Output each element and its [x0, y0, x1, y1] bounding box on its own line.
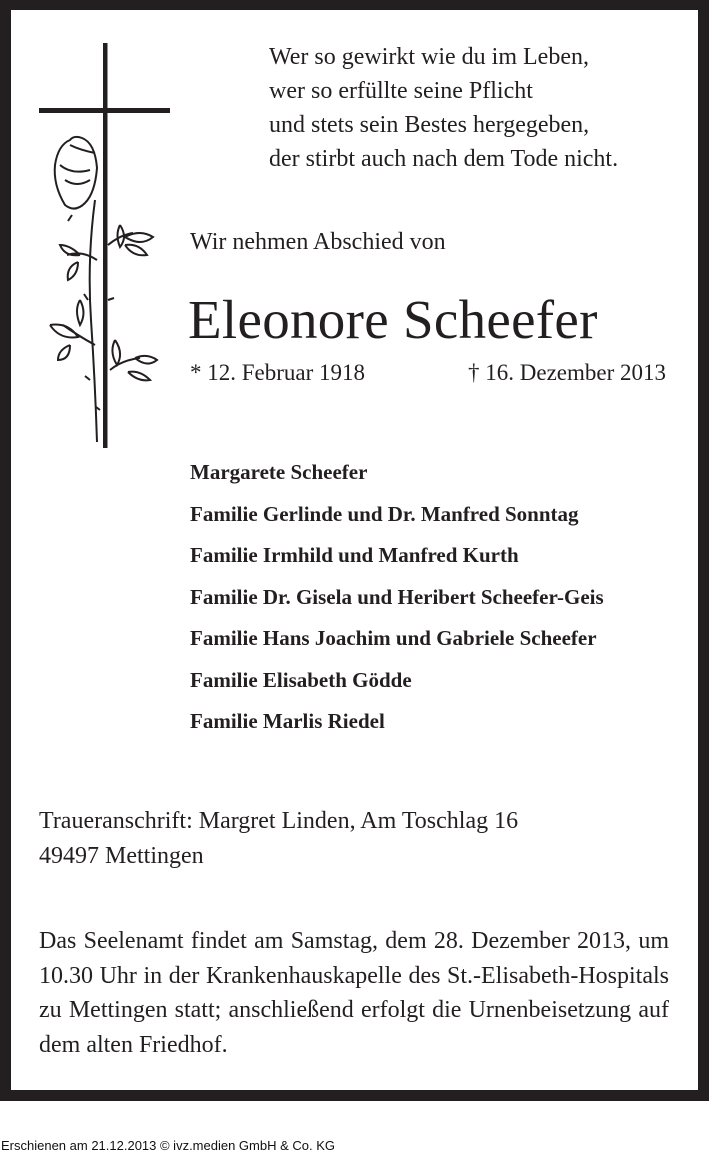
mourner: Familie Dr. Gisela und Heribert Scheefer-Geis [190, 584, 604, 609]
deceased-name: Eleonore Scheefer [188, 289, 598, 350]
mourners-list [190, 452, 604, 743]
address-line: 49497 Mettingen [39, 843, 204, 869]
poem-line: wer so erfüllte seine Pflicht [269, 78, 533, 104]
poem [269, 40, 618, 176]
poem-line: der stirbt auch nach dem Tode nicht. [269, 146, 619, 172]
poem-line: und stets sein Bestes hergegeben, [269, 112, 590, 138]
mourner: Familie Gerlinde und Dr. Manfred Sonntag [190, 501, 579, 526]
address-line: Traueranschrift: Margret Linden, Am Toschlag 16 [39, 808, 519, 834]
publication-footer: Erschienen am 21.12.2013 © ivz.medien GmbH & Co. KG [1, 1138, 336, 1153]
mourner: Familie Hans Joachim und Gabriele Scheefer [190, 626, 597, 650]
mourner: Familie Irmhild und Manfred Kurth [190, 543, 519, 567]
life-dates [190, 360, 666, 386]
mourning-address [39, 804, 518, 874]
death-date: † 16. Dezember 2013 [468, 360, 666, 385]
mourner: Familie Elisabeth Gödde [190, 667, 412, 692]
service-info: Das Seelenamt findet am Samstag, dem 28. Dezember 2013, um 10.30 Uhr in der Krankenhauskapelle des St.-Elisabeth-Hospitals zu Mettingen statt; anschließend erfolgt die Urnenbeisetzung auf dem alten Friedhof. [39, 928, 669, 1058]
mourner: Familie Marlis Riedel [190, 709, 385, 733]
poem-line: Wer so gewirkt wie du im Leben, [269, 44, 589, 70]
birth-date: * 12. Februar 1918 [190, 360, 366, 385]
cross-with-rose-icon [30, 40, 170, 450]
mourner: Margarete Scheefer [190, 460, 368, 484]
intro-text: Wir nehmen Abschied von [190, 229, 446, 255]
